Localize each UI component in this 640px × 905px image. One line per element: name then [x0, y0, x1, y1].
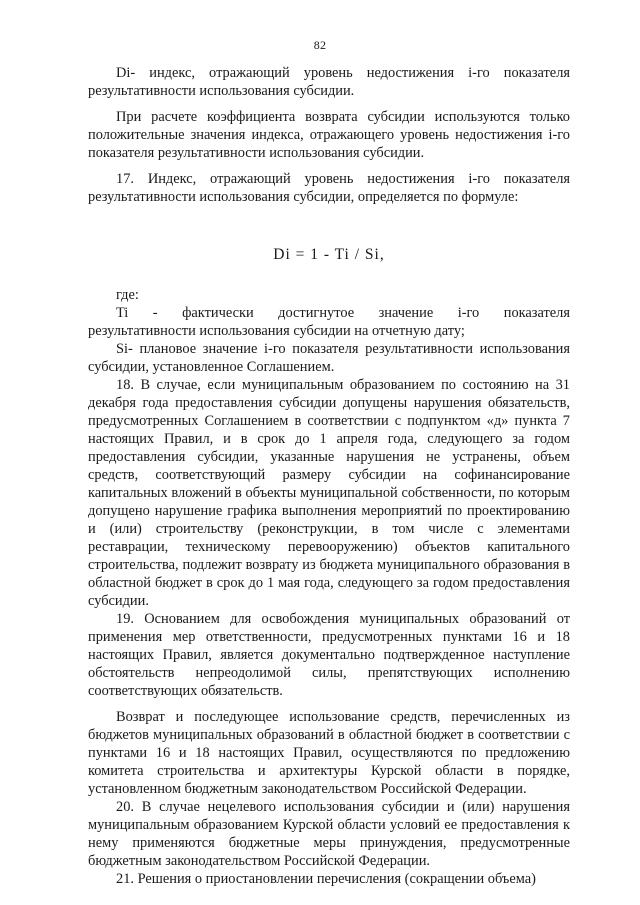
- ti-word: фактически: [182, 305, 254, 321]
- ti-word: i-го: [457, 305, 480, 321]
- formula: Di = 1 - Ti / Si,: [273, 246, 385, 263]
- ti-definition-continuation: результативности использования субсидии на отчетную дату;: [88, 323, 465, 339]
- paragraph-17: 17. Индекс, отражающий уровень недостижения i-го показателя результативности использования субсидии, определяется по формуле:: [88, 171, 570, 205]
- paragraph-18: 18. В случае, если муниципальным образованием по состоянию на 31 декабря года предоставления субсидии допущены нарушения обязательств, предусмотренных Соглашением в соответствии с подпунктом «д» пункта 7 настоящих Правил, и в срок до 1 апреля года, следующего за годом предоставления субсидии, указанные нарушения не устранены, объем средств, соответствующий размеру субсидии на софинансирование капитальных вложений в объекты муниципальной собственности, по которым допущено нарушение графика выполнения мероприятий по проектированию и (или) строительству (реконструкции, в том числе с элементами реставрации, техническому перевооружению) объектов капитального строительства, подлежит возврату из бюджета муниципального образования в областной бюджет в срок до 1 мая года, следующего за годом предоставления субсидии.: [88, 377, 570, 609]
- ti-word: -: [152, 305, 158, 321]
- document-body: [88, 64, 570, 888]
- ti-definition-line: [88, 304, 570, 322]
- paragraph-19-return: Возврат и последующее использование средств, перечисленных из бюджетов муниципальных образований в областной бюджет в соответствии с пунктами 16 и 18 настоящих Правил, осуществляются по предложению комитета строительства и архитектуры Курской области в порядке, установленном бюджетным законодательством Российской Федерации.: [88, 709, 570, 797]
- ti-word: Ti: [116, 305, 129, 321]
- si-definition: Si- плановое значение i-го показателя результативности использования субсидии, установленное Соглашением.: [88, 341, 570, 375]
- paragraph-20: 20. В случае нецелевого использования субсидии и (или) нарушения муниципальным образованием Курской области условий ее предоставления к нему применяются бюджетные меры принуждения, предусмотренные бюджетным законодательством Российской Федерации.: [88, 799, 570, 869]
- page-number: 82: [313, 38, 327, 52]
- paragraph-di-definition: Di- индекс, отражающий уровень недостижения i-го показателя результативности использования субсидии.: [88, 65, 570, 99]
- where-label: где:: [116, 287, 139, 303]
- ti-word: показателя: [503, 305, 570, 321]
- ti-word: значение: [378, 305, 434, 321]
- ti-word: достигнутое: [278, 305, 355, 321]
- paragraph-positive-values: При расчете коэффициента возврата субсидии используются только положительные значения индекса, отражающего уровень недостижения i-го показателя результативности использования субсидии.: [88, 109, 570, 161]
- paragraph-21: 21. Решения о приостановлении перечисления (сокращении объема): [116, 871, 536, 887]
- paragraph-19: 19. Основанием для освобождения муниципальных образований от применения мер ответственности, предусмотренных пунктами 16 и 18 настоящих Правил, является документально подтвержденное наступление обстоятельств непреодолимой силы, препятствующих исполнению соответствующих обязательств.: [88, 611, 570, 699]
